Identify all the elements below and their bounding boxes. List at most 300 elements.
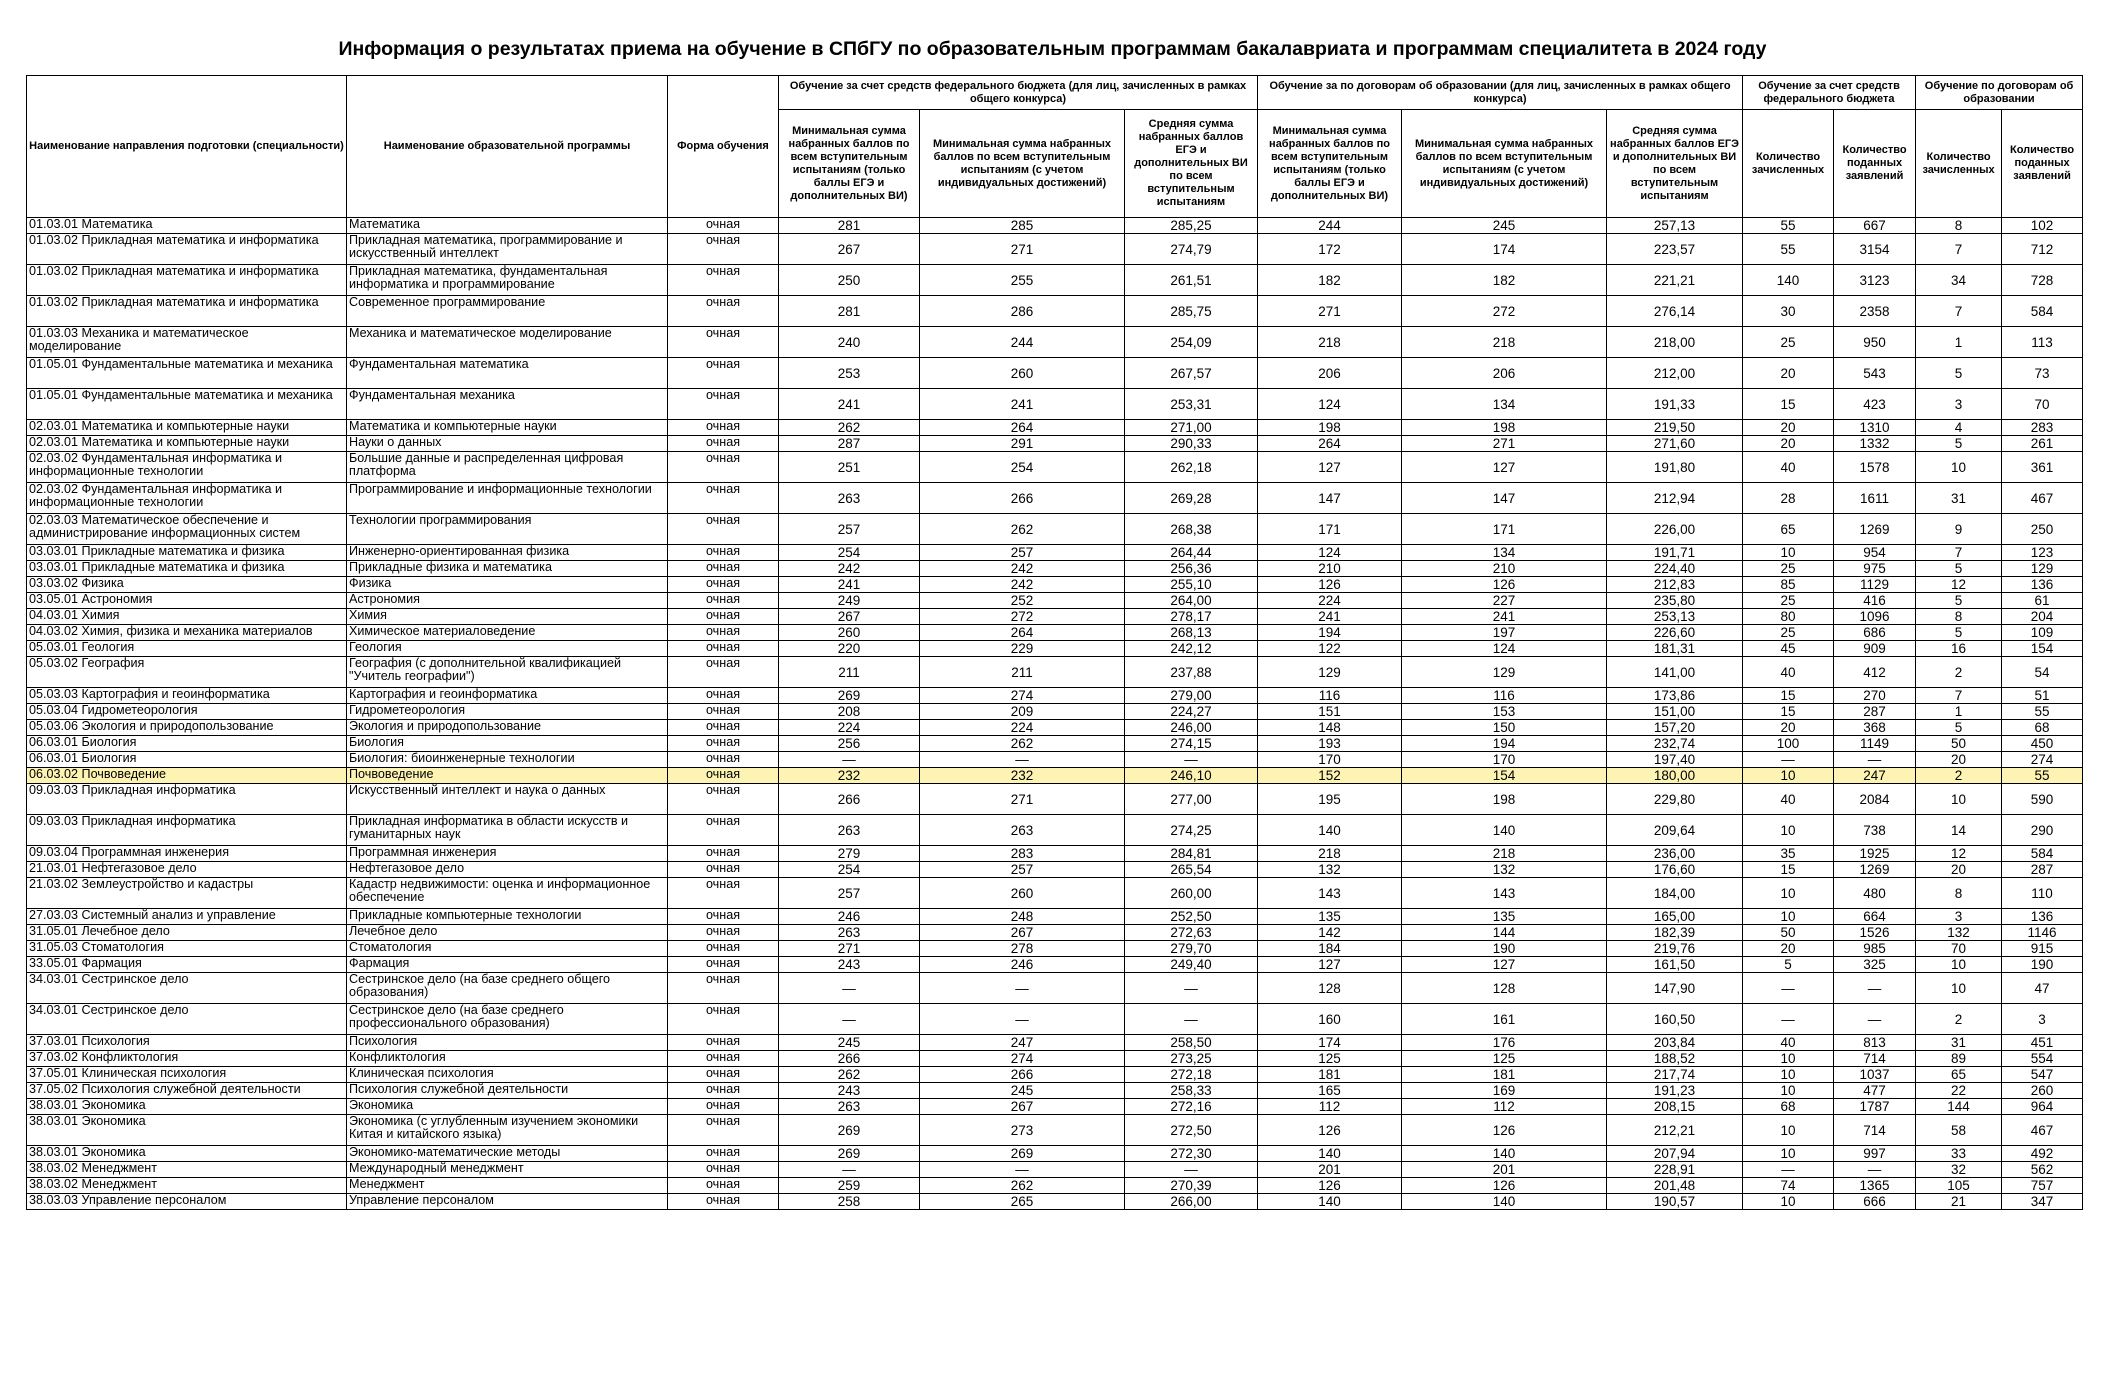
cell-budget-min-ach: 263 — [920, 815, 1125, 846]
table-row — [27, 389, 2083, 420]
cell-contract-min-ach: 143 — [1402, 878, 1607, 909]
cell-direction: 06.03.01 Биология — [27, 752, 347, 768]
cell-contract-avg: 232,74 — [1607, 736, 1743, 752]
cell-budget-min-ach: 271 — [920, 234, 1125, 265]
cell-budget-enrolled: 40 — [1743, 657, 1834, 688]
cell-budget-avg: 252,50 — [1125, 909, 1258, 925]
cell-budget-min-ach: 247 — [920, 1035, 1125, 1051]
cell-contract-avg: 184,00 — [1607, 878, 1743, 909]
cell-contract-avg: 224,40 — [1607, 561, 1743, 577]
table-row — [27, 815, 2083, 846]
cell-form: очная — [668, 688, 779, 704]
cell-form: очная — [668, 625, 779, 641]
cell-budget-min-ach: 257 — [920, 862, 1125, 878]
cell-contract-avg: 226,00 — [1607, 514, 1743, 545]
header-program: Наименование образовательной программы — [347, 76, 668, 218]
cell-form: очная — [668, 925, 779, 941]
cell-contract-applications: 467 — [2002, 1115, 2083, 1146]
table-row — [27, 752, 2083, 768]
cell-contract-avg: 257,13 — [1607, 218, 1743, 234]
cell-contract-enrolled: 21 — [1916, 1194, 2002, 1210]
table-row — [27, 1146, 2083, 1162]
cell-budget-enrolled: — — [1743, 1004, 1834, 1035]
cell-budget-min-ach: 246 — [920, 957, 1125, 973]
cell-contract-enrolled: 8 — [1916, 878, 2002, 909]
cell-budget-avg: 265,54 — [1125, 862, 1258, 878]
cell-contract-avg: 151,00 — [1607, 704, 1743, 720]
cell-form: очная — [668, 420, 779, 436]
cell-contract-enrolled: 10 — [1916, 973, 2002, 1004]
cell-program: Науки о данных — [347, 436, 668, 452]
cell-budget-avg: 253,31 — [1125, 389, 1258, 420]
cell-contract-min: 128 — [1258, 973, 1402, 1004]
cell-contract-applications: 712 — [2002, 234, 2083, 265]
cell-contract-min: 129 — [1258, 657, 1402, 688]
cell-program: Экономика (с углубленным изучением экономики Китая и китайского языка) — [347, 1115, 668, 1146]
table-row — [27, 704, 2083, 720]
cell-direction: 03.03.01 Прикладные математика и физика — [27, 561, 347, 577]
cell-budget-min: 243 — [779, 1083, 920, 1099]
cell-contract-enrolled: 5 — [1916, 720, 2002, 736]
cell-budget-min-ach: 283 — [920, 846, 1125, 862]
cell-budget-avg: 272,18 — [1125, 1067, 1258, 1083]
table-row — [27, 296, 2083, 327]
cell-budget-enrolled: 15 — [1743, 389, 1834, 420]
cell-direction: 33.05.01 Фармация — [27, 957, 347, 973]
cell-budget-enrolled: 25 — [1743, 625, 1834, 641]
cell-budget-min: 267 — [779, 609, 920, 625]
cell-contract-applications: 51 — [2002, 688, 2083, 704]
cell-program: Астрономия — [347, 593, 668, 609]
header-group-budget: Обучение за счет средств федерального бюджета (для лиц, зачисленных в рамках общего конкурса) — [779, 76, 1258, 110]
cell-budget-applications: 416 — [1834, 593, 1916, 609]
cell-contract-enrolled: 132 — [1916, 925, 2002, 941]
cell-contract-enrolled: 33 — [1916, 1146, 2002, 1162]
cell-direction: 04.03.02 Химия, физика и механика материалов — [27, 625, 347, 641]
cell-contract-enrolled: 10 — [1916, 957, 2002, 973]
cell-budget-enrolled: 50 — [1743, 925, 1834, 941]
cell-budget-enrolled: 15 — [1743, 704, 1834, 720]
cell-form: очная — [668, 846, 779, 862]
cell-contract-enrolled: 3 — [1916, 909, 2002, 925]
cell-contract-min: 271 — [1258, 296, 1402, 327]
header-budget-avg: Средняя сумма набранных баллов ЕГЭ и дополнительных ВИ по всем вступительным испытаниям — [1125, 110, 1258, 218]
cell-budget-avg: 224,27 — [1125, 704, 1258, 720]
cell-program: Биология: биоинженерные технологии — [347, 752, 668, 768]
cell-form: очная — [668, 545, 779, 561]
table-row — [27, 420, 2083, 436]
cell-contract-min: 143 — [1258, 878, 1402, 909]
cell-budget-avg: 272,63 — [1125, 925, 1258, 941]
cell-direction: 38.03.01 Экономика — [27, 1115, 347, 1146]
cell-contract-applications: 451 — [2002, 1035, 2083, 1051]
cell-direction: 02.03.01 Математика и компьютерные науки — [27, 436, 347, 452]
cell-direction: 05.03.01 Геология — [27, 641, 347, 657]
cell-budget-min-ach: 278 — [920, 941, 1125, 957]
cell-form: очная — [668, 657, 779, 688]
cell-form: очная — [668, 265, 779, 296]
cell-budget-avg: 268,38 — [1125, 514, 1258, 545]
cell-contract-enrolled: 10 — [1916, 452, 2002, 483]
cell-contract-avg: 217,74 — [1607, 1067, 1743, 1083]
cell-contract-min-ach: 124 — [1402, 641, 1607, 657]
cell-budget-enrolled: 100 — [1743, 736, 1834, 752]
cell-direction: 05.03.06 Экология и природопользование — [27, 720, 347, 736]
cell-contract-applications: 102 — [2002, 218, 2083, 234]
cell-program: Картография и геоинформатика — [347, 688, 668, 704]
cell-contract-avg: 147,90 — [1607, 973, 1743, 1004]
cell-contract-applications: 361 — [2002, 452, 2083, 483]
cell-contract-avg: 218,00 — [1607, 327, 1743, 358]
cell-budget-applications: 1578 — [1834, 452, 1916, 483]
cell-budget-min: 242 — [779, 561, 920, 577]
cell-contract-applications: 584 — [2002, 846, 2083, 862]
cell-contract-enrolled: 7 — [1916, 296, 2002, 327]
cell-budget-min-ach: 257 — [920, 545, 1125, 561]
cell-contract-min-ach: 194 — [1402, 736, 1607, 752]
cell-contract-min-ach: 169 — [1402, 1083, 1607, 1099]
cell-form: очная — [668, 1004, 779, 1035]
cell-budget-enrolled: 45 — [1743, 641, 1834, 657]
cell-form: очная — [668, 609, 779, 625]
cell-budget-avg: 274,15 — [1125, 736, 1258, 752]
cell-direction: 09.03.03 Прикладная информатика — [27, 815, 347, 846]
cell-direction: 01.03.02 Прикладная математика и информатика — [27, 234, 347, 265]
cell-form: очная — [668, 577, 779, 593]
cell-contract-min-ach: 135 — [1402, 909, 1607, 925]
cell-budget-min-ach: 229 — [920, 641, 1125, 657]
cell-direction: 05.03.04 Гидрометеорология — [27, 704, 347, 720]
cell-budget-min: 241 — [779, 577, 920, 593]
cell-form: очная — [668, 909, 779, 925]
cell-contract-min-ach: 227 — [1402, 593, 1607, 609]
cell-program: Гидрометеорология — [347, 704, 668, 720]
cell-budget-applications: 1129 — [1834, 577, 1916, 593]
cell-contract-min-ach: 134 — [1402, 545, 1607, 561]
cell-direction: 03.05.01 Астрономия — [27, 593, 347, 609]
cell-form: очная — [668, 452, 779, 483]
cell-budget-min-ach: 274 — [920, 1051, 1125, 1067]
cell-budget-applications: — — [1834, 1004, 1916, 1035]
cell-program: Прикладные компьютерные технологии — [347, 909, 668, 925]
cell-budget-min-ach: 286 — [920, 296, 1125, 327]
cell-direction: 38.03.03 Управление персоналом — [27, 1194, 347, 1210]
table-row — [27, 941, 2083, 957]
table-row — [27, 688, 2083, 704]
cell-contract-avg: 271,60 — [1607, 436, 1743, 452]
table-row — [27, 736, 2083, 752]
cell-budget-min-ach: 262 — [920, 736, 1125, 752]
cell-budget-enrolled: 55 — [1743, 218, 1834, 234]
cell-contract-enrolled: 2 — [1916, 768, 2002, 784]
cell-direction: 21.03.01 Нефтегазовое дело — [27, 862, 347, 878]
cell-program: Биология — [347, 736, 668, 752]
cell-direction: 02.03.02 Фундаментальная информатика и информационные технологии — [27, 483, 347, 514]
cell-contract-min: 206 — [1258, 358, 1402, 389]
cell-contract-applications: 492 — [2002, 1146, 2083, 1162]
cell-contract-min: 142 — [1258, 925, 1402, 941]
header-contract-enrolled: Количество зачисленных — [1916, 110, 2002, 218]
cell-budget-min-ach: 224 — [920, 720, 1125, 736]
cell-form: очная — [668, 436, 779, 452]
cell-contract-enrolled: 2 — [1916, 657, 2002, 688]
cell-budget-min-ach: 264 — [920, 625, 1125, 641]
cell-budget-enrolled: 85 — [1743, 577, 1834, 593]
cell-budget-avg: 246,00 — [1125, 720, 1258, 736]
cell-budget-min: 208 — [779, 704, 920, 720]
cell-form: очная — [668, 1083, 779, 1099]
cell-budget-min: — — [779, 752, 920, 768]
cell-contract-min-ach: 127 — [1402, 957, 1607, 973]
cell-contract-enrolled: 34 — [1916, 265, 2002, 296]
cell-contract-avg: 165,00 — [1607, 909, 1743, 925]
cell-budget-min-ach: 211 — [920, 657, 1125, 688]
cell-contract-applications: 290 — [2002, 815, 2083, 846]
cell-budget-avg: 246,10 — [1125, 768, 1258, 784]
cell-form: очная — [668, 1162, 779, 1178]
cell-program: Геология — [347, 641, 668, 657]
cell-program: Математика — [347, 218, 668, 234]
cell-budget-enrolled: 10 — [1743, 545, 1834, 561]
cell-budget-applications: 1332 — [1834, 436, 1916, 452]
cell-contract-enrolled: 32 — [1916, 1162, 2002, 1178]
cell-budget-applications: 1925 — [1834, 846, 1916, 862]
cell-contract-applications: 136 — [2002, 577, 2083, 593]
cell-budget-min: 251 — [779, 452, 920, 483]
cell-contract-enrolled: 2 — [1916, 1004, 2002, 1035]
cell-program: Фундаментальная механика — [347, 389, 668, 420]
cell-contract-enrolled: 1 — [1916, 327, 2002, 358]
cell-contract-enrolled: 50 — [1916, 736, 2002, 752]
cell-direction: 21.03.02 Землеустройство и кадастры — [27, 878, 347, 909]
cell-contract-enrolled: 65 — [1916, 1067, 2002, 1083]
cell-contract-min-ach: 206 — [1402, 358, 1607, 389]
cell-budget-avg: 267,57 — [1125, 358, 1258, 389]
cell-contract-min: 140 — [1258, 1194, 1402, 1210]
cell-contract-enrolled: 20 — [1916, 752, 2002, 768]
table-row — [27, 1178, 2083, 1194]
cell-contract-enrolled: 9 — [1916, 514, 2002, 545]
cell-contract-min-ach: 171 — [1402, 514, 1607, 545]
cell-budget-min: 269 — [779, 1146, 920, 1162]
cell-contract-min-ach: 272 — [1402, 296, 1607, 327]
cell-contract-min: 171 — [1258, 514, 1402, 545]
cell-contract-applications: 110 — [2002, 878, 2083, 909]
table-row — [27, 957, 2083, 973]
cell-budget-min: 269 — [779, 1115, 920, 1146]
cell-contract-enrolled: 89 — [1916, 1051, 2002, 1067]
cell-budget-enrolled: 68 — [1743, 1099, 1834, 1115]
cell-budget-min-ach: 252 — [920, 593, 1125, 609]
cell-contract-avg: 212,21 — [1607, 1115, 1743, 1146]
cell-contract-enrolled: 5 — [1916, 625, 2002, 641]
cell-contract-min-ach: 112 — [1402, 1099, 1607, 1115]
cell-budget-applications: 738 — [1834, 815, 1916, 846]
cell-contract-enrolled: 12 — [1916, 577, 2002, 593]
cell-program: Психология служебной деятельности — [347, 1083, 668, 1099]
cell-program: Сестринское дело (на базе среднего профессионального образования) — [347, 1004, 668, 1035]
cell-budget-min-ach: 262 — [920, 514, 1125, 545]
cell-form: очная — [668, 358, 779, 389]
cell-budget-applications: 950 — [1834, 327, 1916, 358]
cell-budget-min-ach: 285 — [920, 218, 1125, 234]
cell-contract-enrolled: 7 — [1916, 545, 2002, 561]
cell-program: Программная инженерия — [347, 846, 668, 862]
cell-budget-applications: 664 — [1834, 909, 1916, 925]
cell-budget-min-ach: 291 — [920, 436, 1125, 452]
cell-program: Программирование и информационные технологии — [347, 483, 668, 514]
cell-budget-applications: 325 — [1834, 957, 1916, 973]
cell-contract-avg: 228,91 — [1607, 1162, 1743, 1178]
cell-contract-applications: 287 — [2002, 862, 2083, 878]
cell-budget-applications: 1611 — [1834, 483, 1916, 514]
cell-budget-enrolled: 5 — [1743, 957, 1834, 973]
table-row — [27, 1067, 2083, 1083]
cell-budget-min: 256 — [779, 736, 920, 752]
cell-program: Прикладная математика, программирование и искусственный интеллект — [347, 234, 668, 265]
cell-contract-min: 182 — [1258, 265, 1402, 296]
cell-direction: 37.05.01 Клиническая психология — [27, 1067, 347, 1083]
table-row — [27, 768, 2083, 784]
table-row — [27, 909, 2083, 925]
cell-direction: 38.03.01 Экономика — [27, 1146, 347, 1162]
cell-budget-min-ach: 262 — [920, 1178, 1125, 1194]
header-budget-min-no-ach: Минимальная сумма набранных баллов по всем вступительным испытаниям (только баллы ЕГЭ и дополнительных ВИ) — [779, 110, 920, 218]
cell-budget-avg: 270,39 — [1125, 1178, 1258, 1194]
cell-budget-enrolled: 40 — [1743, 784, 1834, 815]
table-row — [27, 1099, 2083, 1115]
cell-budget-min: 266 — [779, 784, 920, 815]
cell-contract-min: 132 — [1258, 862, 1402, 878]
cell-budget-enrolled: 20 — [1743, 941, 1834, 957]
cell-program: Математика и компьютерные науки — [347, 420, 668, 436]
cell-contract-min: 210 — [1258, 561, 1402, 577]
cell-budget-applications: 1787 — [1834, 1099, 1916, 1115]
cell-form: очная — [668, 218, 779, 234]
cell-contract-enrolled: 1 — [1916, 704, 2002, 720]
cell-budget-applications: 1037 — [1834, 1067, 1916, 1083]
cell-budget-min: 232 — [779, 768, 920, 784]
cell-budget-avg: — — [1125, 1162, 1258, 1178]
cell-contract-avg: 173,86 — [1607, 688, 1743, 704]
header-contract-min-no-ach: Минимальная сумма набранных баллов по всем вступительным испытаниям (только баллы ЕГЭ и дополнительных ВИ) — [1258, 110, 1402, 218]
cell-budget-min-ach: 266 — [920, 483, 1125, 514]
header-contract-applications: Количество поданных заявлений — [2002, 110, 2083, 218]
cell-program: Прикладная математика, фундаментальная информатика и программирование — [347, 265, 668, 296]
cell-contract-enrolled: 5 — [1916, 593, 2002, 609]
admission-results-table — [26, 75, 2083, 1210]
cell-program: Международный менеджмент — [347, 1162, 668, 1178]
cell-contract-min: 174 — [1258, 1035, 1402, 1051]
cell-budget-min-ach: 267 — [920, 1099, 1125, 1115]
cell-form: очная — [668, 720, 779, 736]
cell-contract-enrolled: 22 — [1916, 1083, 2002, 1099]
cell-budget-min-ach: 273 — [920, 1115, 1125, 1146]
cell-contract-min-ach: 174 — [1402, 234, 1607, 265]
cell-contract-avg: 219,50 — [1607, 420, 1743, 436]
cell-budget-min-ach: 260 — [920, 358, 1125, 389]
cell-direction: 31.05.01 Лечебное дело — [27, 925, 347, 941]
cell-budget-min: 263 — [779, 1099, 920, 1115]
cell-contract-applications: 3 — [2002, 1004, 2083, 1035]
cell-contract-avg: 226,60 — [1607, 625, 1743, 641]
cell-direction: 02.03.03 Математическое обеспечение и администрирование информационных систем — [27, 514, 347, 545]
cell-form: очная — [668, 514, 779, 545]
cell-program: Химическое материаловедение — [347, 625, 668, 641]
cell-form: очная — [668, 1178, 779, 1194]
cell-contract-avg: 209,64 — [1607, 815, 1743, 846]
header-direction: Наименование направления подготовки (специальности) — [27, 76, 347, 218]
cell-contract-applications: 554 — [2002, 1051, 2083, 1067]
cell-direction: 03.03.02 Физика — [27, 577, 347, 593]
cell-direction: 01.03.02 Прикладная математика и информатика — [27, 296, 347, 327]
cell-direction: 06.03.01 Биология — [27, 736, 347, 752]
cell-budget-applications: 686 — [1834, 625, 1916, 641]
cell-budget-min-ach: 209 — [920, 704, 1125, 720]
cell-form: очная — [668, 483, 779, 514]
cell-form: очная — [668, 973, 779, 1004]
cell-program: Механика и математическое моделирование — [347, 327, 668, 358]
cell-contract-applications: 590 — [2002, 784, 2083, 815]
cell-contract-min: 140 — [1258, 815, 1402, 846]
cell-contract-avg: 141,00 — [1607, 657, 1743, 688]
cell-budget-min: 220 — [779, 641, 920, 657]
cell-contract-min: 172 — [1258, 234, 1402, 265]
cell-contract-applications: 129 — [2002, 561, 2083, 577]
cell-contract-min: 160 — [1258, 1004, 1402, 1035]
cell-budget-min: 271 — [779, 941, 920, 957]
cell-form: очная — [668, 327, 779, 358]
cell-budget-avg: 264,00 — [1125, 593, 1258, 609]
cell-contract-min-ach: 140 — [1402, 815, 1607, 846]
cell-budget-min-ach: — — [920, 1004, 1125, 1035]
cell-budget-enrolled: 80 — [1743, 609, 1834, 625]
cell-contract-enrolled: 3 — [1916, 389, 2002, 420]
cell-program: Менеджмент — [347, 1178, 668, 1194]
cell-budget-min-ach: 269 — [920, 1146, 1125, 1162]
table-row — [27, 1083, 2083, 1099]
cell-contract-applications: 154 — [2002, 641, 2083, 657]
cell-contract-applications: 261 — [2002, 436, 2083, 452]
cell-contract-enrolled: 31 — [1916, 1035, 2002, 1051]
cell-budget-avg: 274,25 — [1125, 815, 1258, 846]
header-group-contract-count: Обучение по договорам об образовании — [1916, 76, 2083, 110]
cell-contract-min-ach: 245 — [1402, 218, 1607, 234]
cell-contract-applications: 562 — [2002, 1162, 2083, 1178]
cell-program: Прикладные физика и математика — [347, 561, 668, 577]
cell-contract-applications: 73 — [2002, 358, 2083, 389]
cell-direction: 03.03.01 Прикладные математика и физика — [27, 545, 347, 561]
cell-contract-enrolled: 12 — [1916, 846, 2002, 862]
cell-budget-applications: 714 — [1834, 1051, 1916, 1067]
cell-budget-avg: 284,81 — [1125, 846, 1258, 862]
cell-contract-applications: 54 — [2002, 657, 2083, 688]
cell-budget-avg: 272,16 — [1125, 1099, 1258, 1115]
cell-contract-avg: 229,80 — [1607, 784, 1743, 815]
table-row — [27, 514, 2083, 545]
cell-budget-enrolled: — — [1743, 752, 1834, 768]
cell-budget-min: 260 — [779, 625, 920, 641]
cell-budget-applications: 997 — [1834, 1146, 1916, 1162]
cell-budget-enrolled: 10 — [1743, 1083, 1834, 1099]
cell-contract-avg: 180,00 — [1607, 768, 1743, 784]
table-row — [27, 784, 2083, 815]
cell-contract-avg: 212,83 — [1607, 577, 1743, 593]
cell-contract-min: 112 — [1258, 1099, 1402, 1115]
cell-budget-enrolled: 28 — [1743, 483, 1834, 514]
cell-budget-enrolled: 65 — [1743, 514, 1834, 545]
cell-contract-applications: 250 — [2002, 514, 2083, 545]
